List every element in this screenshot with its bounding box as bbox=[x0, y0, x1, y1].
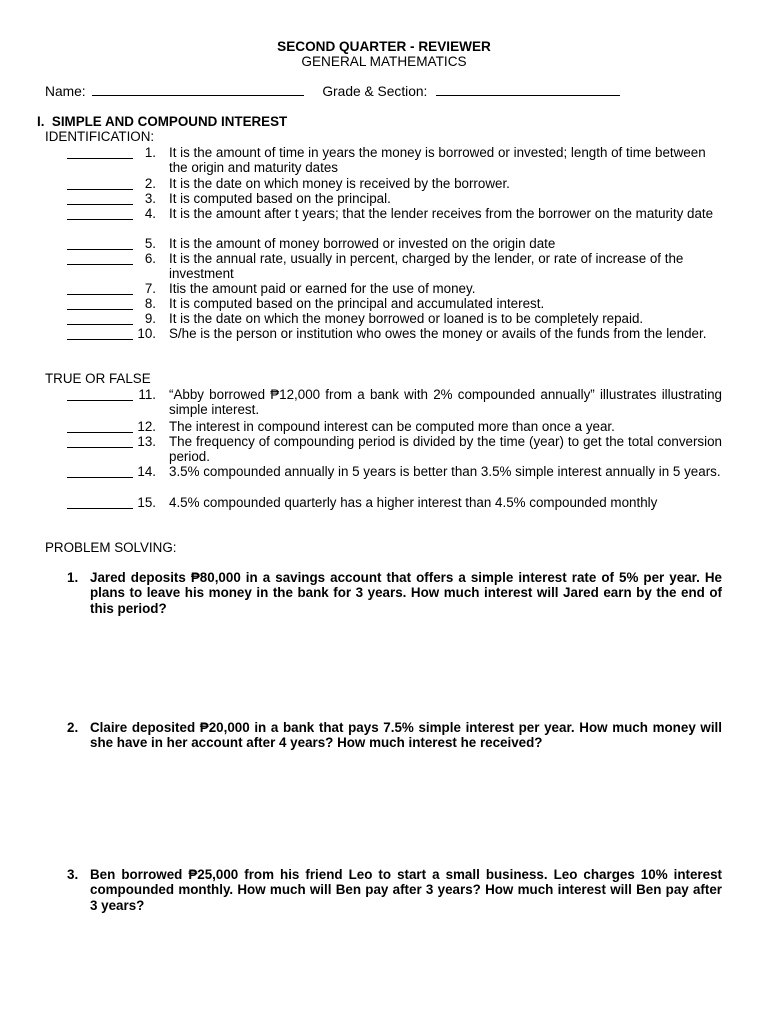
item-text: It is computed based on the principal. bbox=[169, 191, 391, 206]
item-number: 5. bbox=[144, 236, 156, 251]
answer-blank[interactable] bbox=[67, 464, 133, 478]
true-false-heading: TRUE OR FALSE bbox=[45, 371, 151, 386]
problem-number: 3. bbox=[67, 867, 79, 882]
problem-text: Ben borrowed ₱25,000 from his friend Leo to start a small business. Leo charges 10% interest compounded monthly. How much will Ben pay after 3 years? How much interest will Ben pay after 3 years? bbox=[90, 867, 722, 913]
identification-heading: IDENTIFICATION: bbox=[45, 129, 155, 144]
item-text: It is the amount of time in years the money is borrowed or invested; length of time between the origin and maturity dates bbox=[169, 145, 706, 176]
answer-blank[interactable] bbox=[67, 145, 133, 159]
problem-number: 2. bbox=[67, 720, 79, 735]
answer-blank[interactable] bbox=[67, 206, 133, 220]
item-number: 15. bbox=[137, 495, 156, 510]
item-number: 10. bbox=[137, 326, 156, 341]
answer-blank[interactable] bbox=[67, 251, 133, 265]
problem-solving-heading: PROBLEM SOLVING: bbox=[45, 540, 177, 555]
answer-blank[interactable] bbox=[67, 434, 133, 448]
problem-text: Jared deposits ₱80,000 in a savings account that offers a simple interest rate of 5% per year. He plans to leave his money in the bank for 3 years. How much interest will Jared earn by the end of this period? bbox=[90, 570, 722, 616]
item-text: 3.5% compounded annually in 5 years is better than 3.5% simple interest annually in 5 years. bbox=[169, 464, 721, 479]
item-number: 8. bbox=[144, 296, 156, 311]
item-number: 11. bbox=[138, 387, 156, 402]
document-subtitle: GENERAL MATHEMATICS bbox=[301, 54, 467, 69]
item-text: “Abby borrowed ₱12,000 from a bank with 2% compounded annually” illustrates illustrating simple interest. bbox=[169, 387, 722, 418]
item-number: 9. bbox=[144, 311, 156, 326]
answer-blank[interactable] bbox=[67, 311, 133, 325]
item-number: 1. bbox=[144, 145, 156, 160]
answer-blank[interactable] bbox=[67, 326, 133, 340]
item-number: 6. bbox=[144, 251, 156, 266]
item-number: 13. bbox=[137, 434, 156, 449]
answer-blank[interactable] bbox=[67, 176, 133, 190]
problem-text: Claire deposited ₱20,000 in a bank that pays 7.5% simple interest per year. How much money will she have in her account after 4 years? How much interest he received? bbox=[90, 720, 722, 751]
grade-section-blank[interactable] bbox=[436, 83, 620, 96]
item-number: 14. bbox=[137, 464, 156, 479]
item-text: It is the date on which money is received by the borrower. bbox=[169, 176, 510, 191]
item-text: The frequency of compounding period is divided by the time (year) to get the total conversion period. bbox=[169, 434, 722, 465]
problem-number: 1. bbox=[67, 570, 79, 585]
answer-blank[interactable] bbox=[67, 387, 133, 401]
item-text: 4.5% compounded quarterly has a higher interest than 4.5% compounded monthly bbox=[169, 495, 658, 510]
answer-blank[interactable] bbox=[67, 419, 133, 433]
name-blank[interactable] bbox=[92, 83, 304, 96]
item-text: It is the amount of money borrowed or invested on the origin date bbox=[169, 236, 556, 251]
item-text: Itis the amount paid or earned for the use of money. bbox=[169, 281, 476, 296]
item-number: 2. bbox=[144, 176, 156, 191]
answer-blank[interactable] bbox=[67, 296, 133, 310]
name-label: Name: bbox=[45, 84, 86, 99]
answer-blank[interactable] bbox=[67, 281, 133, 295]
answer-blank[interactable] bbox=[67, 495, 133, 509]
item-number: 3. bbox=[144, 191, 156, 206]
item-number: 7. bbox=[144, 281, 156, 296]
section-heading: I. SIMPLE AND COMPOUND INTEREST bbox=[37, 114, 288, 129]
document-title: SECOND QUARTER - REVIEWER bbox=[277, 39, 491, 54]
item-number: 12. bbox=[137, 419, 156, 434]
answer-blank[interactable] bbox=[67, 191, 133, 205]
item-text: The interest in compound interest can be computed more than once a year. bbox=[169, 419, 615, 434]
item-text: It is the annual rate, usually in percent, charged by the lender, or rate of increase of the investment bbox=[169, 251, 684, 282]
item-text: It is the amount after t years; that the lender receives from the borrower on the maturity date bbox=[169, 206, 714, 221]
name-grade-row bbox=[45, 83, 620, 99]
grade-section-label: Grade & Section: bbox=[322, 84, 428, 99]
answer-blank[interactable] bbox=[67, 236, 133, 250]
item-number: 4. bbox=[144, 206, 156, 221]
item-text: S/he is the person or institution who owes the money or avails of the funds from the lender. bbox=[169, 326, 707, 341]
item-text: It is the date on which the money borrowed or loaned is to be completely repaid. bbox=[169, 311, 644, 326]
item-text: It is computed based on the principal and accumulated interest. bbox=[169, 296, 545, 311]
